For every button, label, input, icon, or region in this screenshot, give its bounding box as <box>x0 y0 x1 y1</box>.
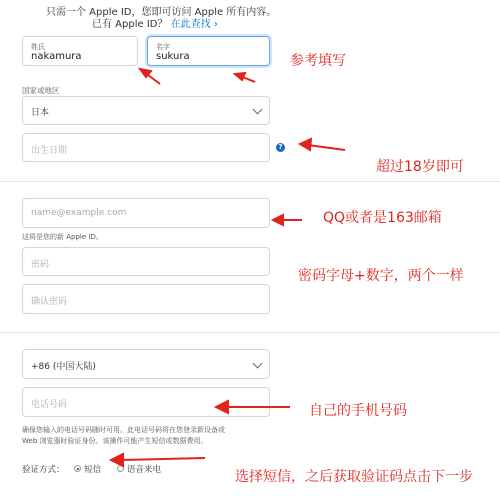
annotation-name-tip: 参考填写 <box>290 53 346 69</box>
email-hint: 这将是您的新 Apple ID。 <box>22 233 103 241</box>
confirm-password-placeholder: 确认密码 <box>31 297 68 307</box>
last-name-label: 姓氏 <box>31 43 45 51</box>
birthdate-placeholder: 出生日期 <box>31 146 68 156</box>
password-placeholder: 密码 <box>31 260 50 270</box>
existing-id-prefix: 已有 Apple ID？ <box>92 19 168 30</box>
annotation-phone-tip: 自己的手机号码 <box>309 403 407 419</box>
email-placeholder: name@example.com <box>31 208 127 218</box>
voice-option-label: 语音来电 <box>127 465 162 475</box>
first-name-label: 名字 <box>156 43 170 51</box>
arrow-to-birthdate <box>300 139 345 150</box>
arrow-to-phone <box>216 401 290 413</box>
verify-label: 验证方式： <box>22 465 65 475</box>
last-name-value: nakamura <box>31 51 82 62</box>
phone-country-value: +86 (中国大陆) <box>31 362 96 372</box>
annotation-password-tip: 密码字母+数字，两个一样 <box>298 268 464 284</box>
arrow-to-email <box>273 215 302 225</box>
arrow-to-last-name <box>140 69 160 84</box>
annotation-verify-tip: 选择短信，之后获取验证码点击下一步 <box>235 469 473 485</box>
first-name-value: sukura <box>156 51 190 62</box>
arrow-to-verify <box>111 454 205 466</box>
country-value: 日本 <box>31 108 50 118</box>
intro-text: 只需一个 Apple ID，您即可访问 Apple 所有内容。 <box>46 7 277 18</box>
phone-note-line2: Web 浏览器时验证身份。该操作可能产生短信或数据费用。 <box>22 437 208 445</box>
sms-option-label: 短信 <box>84 465 102 475</box>
annotation-age-tip: 超过18岁即可 <box>376 159 464 175</box>
phone-note-line1: 确保您输入的电话号码随时可用。此电话号码将在您登录新设备或 <box>22 426 225 434</box>
annotation-email-tip: QQ或者是163邮箱 <box>323 210 442 226</box>
phone-number-placeholder: 电话号码 <box>31 400 68 410</box>
help-icon[interactable]: ? <box>276 143 285 152</box>
country-label: 国家或地区 <box>22 86 60 95</box>
find-apple-id-link[interactable]: 在此查找 › <box>170 19 218 30</box>
arrow-to-first-name <box>235 73 255 82</box>
